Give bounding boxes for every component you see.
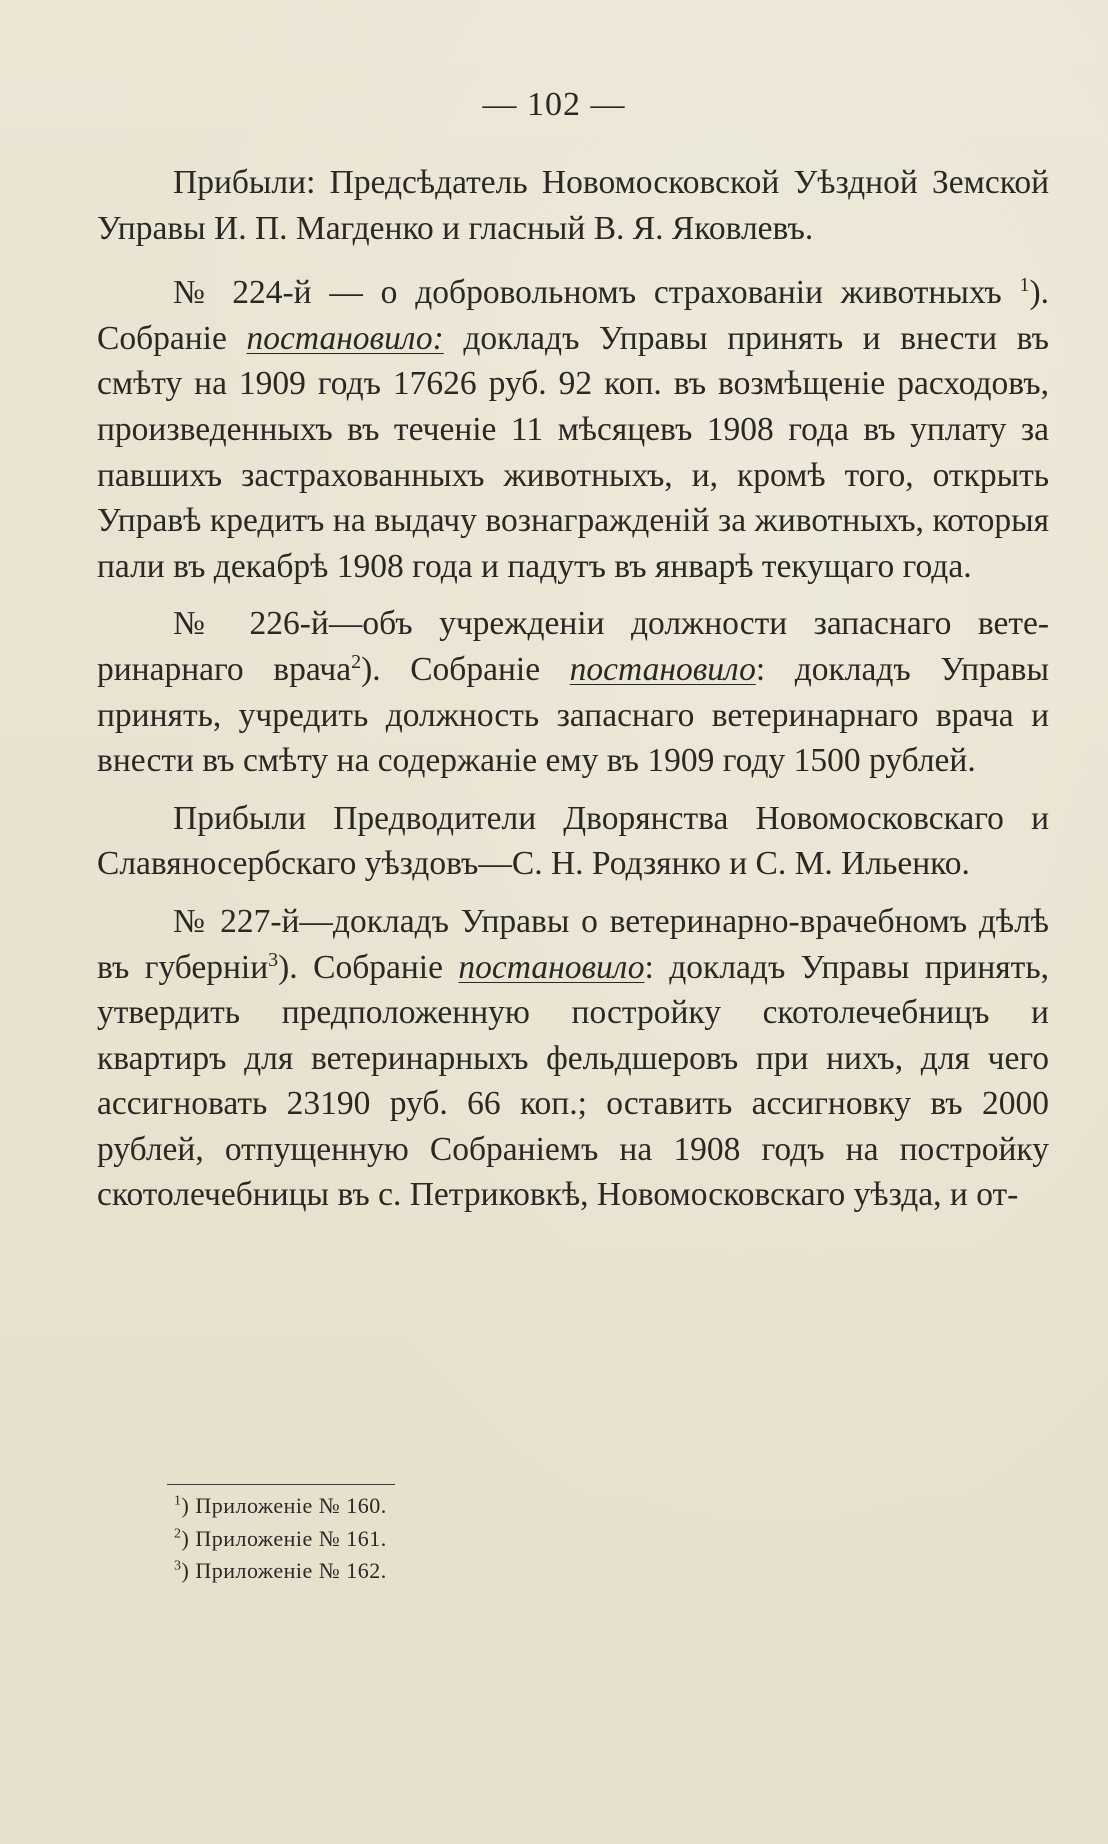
- footnote-text: ) Приложеніе № 160.: [181, 1493, 387, 1518]
- paragraph-text: Прибыли: Предсѣдатель Новомосковской Уѣздной Земской Управы И. П. Магденко и гласный В. Я. Яковлевъ.: [97, 164, 1049, 247]
- body-text: [97, 160, 1049, 1230]
- footnote-ref: 1: [1019, 274, 1030, 297]
- footnote-marker: 3: [174, 1558, 182, 1574]
- resolution-word: постановило: [458, 948, 645, 986]
- paragraph-mid: ). Собраніе: [278, 948, 459, 986]
- resolution-word: постановило:: [246, 319, 444, 357]
- paragraph-item-224: [97, 270, 1049, 589]
- paragraph-lead: № 227-й—докладъ Управы о ветеринарно-врачебномъ дѣлѣ въ губерніи: [97, 902, 1049, 986]
- footnotes: [174, 1490, 387, 1588]
- paragraph-arrivals-1: [97, 160, 1049, 251]
- paragraph-mid: ). Собраніе: [97, 274, 1049, 357]
- footnote-divider: [167, 1484, 395, 1485]
- footnote-ref: 3: [268, 948, 279, 971]
- paragraph-lead: № 224-й — о добровольномъ страхованіи животныхъ: [173, 274, 1020, 312]
- footnote-marker: 2: [174, 1526, 182, 1542]
- paragraph-arrivals-2: [97, 796, 1049, 887]
- paragraph-rest: : докладъ Управы принять, учредить должность запаснаго ветеринарнаго врача и внести въ смѣту на содержаніе ему въ 1909 году 1500 рублей.: [97, 650, 1049, 780]
- footnote-text: ) Приложеніе № 161.: [181, 1525, 387, 1551]
- footnote-text: ) Приложеніе № 162.: [181, 1558, 387, 1583]
- paragraph-item-227: [97, 899, 1049, 1218]
- paragraph-text: Прибыли Предводители Дворянства Новомосковскаго и Славяносербскаго уѣздовъ—С. Н. Родзянко и С. М. Ильенко.: [97, 799, 1049, 883]
- paragraph-rest: докладъ Управы принять и внести въ смѣту на 1909 годъ 17626 руб. 92 коп. въ возмѣщеніе расходовъ, произведенныхъ въ теченіе 11 мѣсяцевъ 1908 года въ уплату за павшихъ застрахованныхъ животныхъ, и, кромѣ того, открыть Управѣ кредитъ на выдачу вознагражденій за животныхъ, которыя пали въ декабрѣ 1908 года и падутъ въ январѣ текущаго года.: [97, 319, 1049, 585]
- footnote-marker: 1: [174, 1493, 182, 1509]
- paragraph-item-226: [97, 601, 1049, 783]
- resolution-word: постановило: [569, 650, 756, 688]
- paragraph-lead: № 226-й—объ учрежденіи должности запаснаго ветеринарнаго врача: [97, 605, 1049, 688]
- page-number: — 102 —: [482, 86, 626, 123]
- footnote-1: [174, 1490, 387, 1523]
- footnote-ref: 2: [351, 650, 362, 673]
- footnote-2: [174, 1523, 387, 1556]
- footnote-3: [174, 1555, 387, 1588]
- paragraph-rest: : докладъ Управы принять, утвердить предположенную постройку скотолечебницъ и квартиръ для ветеринарныхъ фельдшеровъ при нихъ, для чего ассигновать 23190 руб. 66 коп.; оставить ассигновку въ 2000 рублей, отпущенную Собраніемъ на 1908 годъ на постройку скотолечебницы въ с. Петриковкѣ, Новомосковскаго уѣзда, и от-: [97, 948, 1049, 1214]
- paragraph-mid: ). Собраніе: [361, 650, 570, 688]
